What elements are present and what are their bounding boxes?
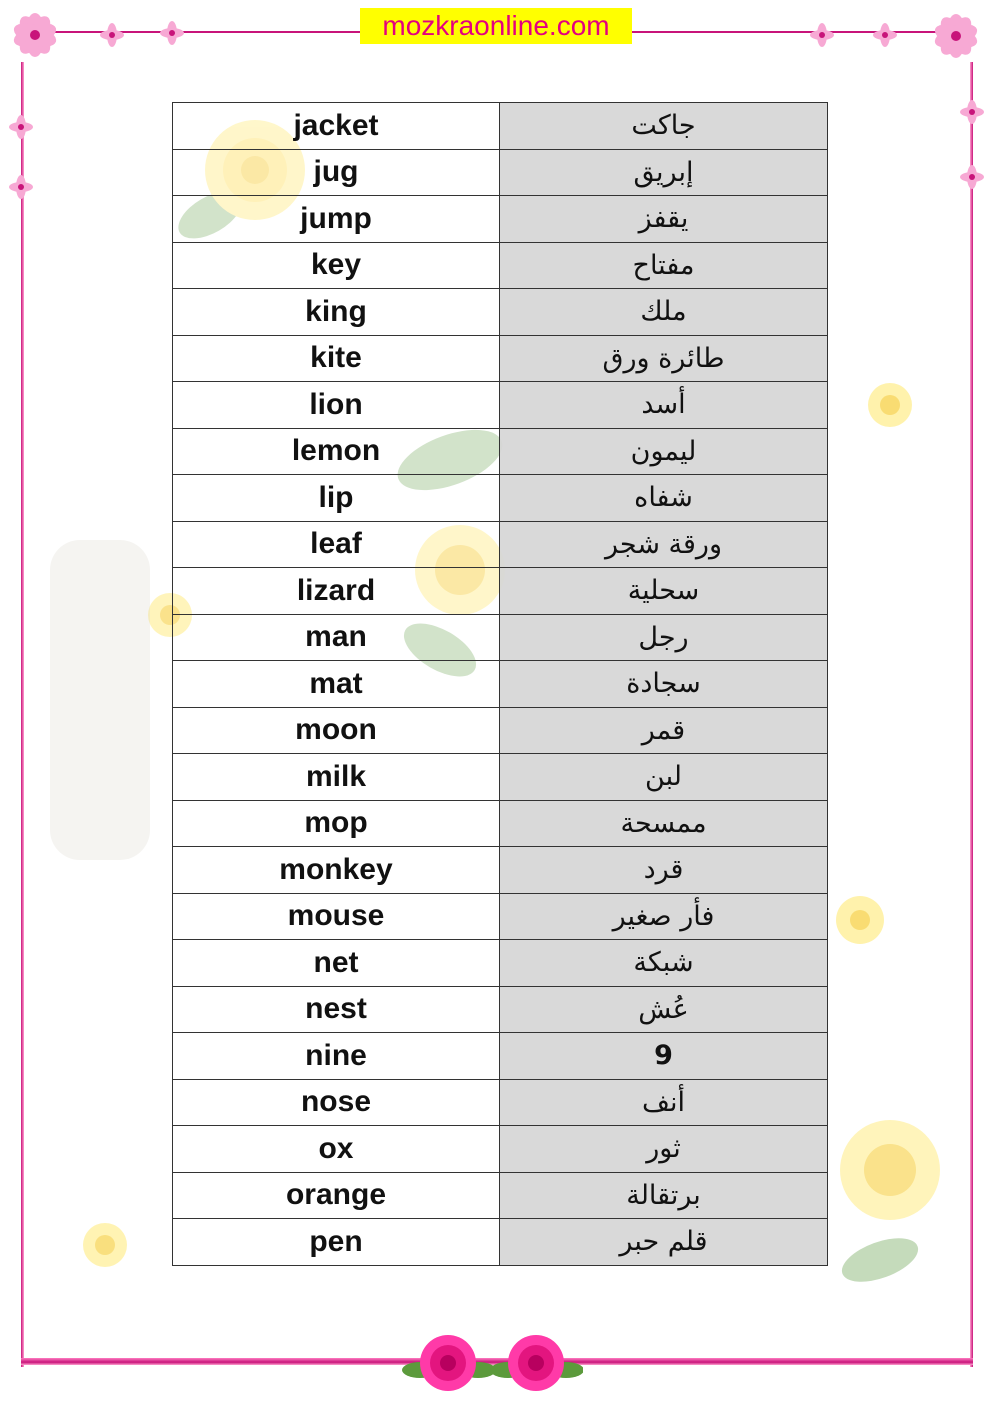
arabic-translation-cell: ليمون [500,428,828,475]
english-word-cell: key [173,242,500,289]
english-word-cell: nine [173,1033,500,1080]
arabic-translation-cell: ورقة شجر [500,521,828,568]
arabic-translation-cell: رجل [500,614,828,661]
english-word-cell: jacket [173,103,500,150]
arabic-translation-cell: قلم حبر [500,1219,828,1266]
watermark-logo [40,530,160,870]
arabic-translation-cell: مفتاح [500,242,828,289]
table-row [173,568,828,615]
english-word-cell: kite [173,335,500,382]
english-word-cell: mop [173,800,500,847]
english-word-cell: lizard [173,568,500,615]
table-row [173,986,828,1033]
table-row [173,754,828,801]
arabic-translation-cell: أسد [500,382,828,429]
english-word-cell: lip [173,475,500,522]
table-row [173,1172,828,1219]
english-word-cell: jug [173,149,500,196]
pink-flower-icon [955,160,989,194]
yellow-rose-icon [70,1210,140,1280]
arabic-translation-cell: شفاه [500,475,828,522]
table-row [173,103,828,150]
english-word-cell: man [173,614,500,661]
table-row [173,800,828,847]
english-word-cell: lemon [173,428,500,475]
arabic-translation-cell: قرد [500,847,828,894]
pink-flower-icon [805,18,839,52]
arabic-translation-cell: جاكت [500,103,828,150]
arabic-translation-cell: 9 [500,1033,828,1080]
site-label: mozkraonline.com [360,8,632,44]
english-word-cell: pen [173,1219,500,1266]
table-row [173,940,828,987]
arabic-translation-cell: أنف [500,1079,828,1126]
table-row [173,1219,828,1266]
english-word-cell: mat [173,661,500,708]
pink-flower-icon [4,110,38,144]
table-row [173,196,828,243]
table-row [173,707,828,754]
arabic-translation-cell: سحلية [500,568,828,615]
arabic-translation-cell: عُش [500,986,828,1033]
table-row [173,289,828,336]
english-word-cell: king [173,289,500,336]
table-row [173,847,828,894]
yellow-rose-icon [820,1090,950,1290]
table-row [173,475,828,522]
arabic-translation-cell: ممسحة [500,800,828,847]
arabic-translation-cell: طائرة ورق [500,335,828,382]
arabic-translation-cell: سجادة [500,661,828,708]
table-row [173,521,828,568]
pink-flower-icon [0,0,70,70]
pink-flower-icon [155,16,189,50]
english-word-cell: ox [173,1126,500,1173]
english-word-cell: milk [173,754,500,801]
table-row [173,1079,828,1126]
arabic-translation-cell: إبريق [500,149,828,196]
table-row [173,242,828,289]
table-row [173,382,828,429]
arabic-translation-cell: قمر [500,707,828,754]
table-row [173,1033,828,1080]
pink-flower-icon [920,0,992,72]
pink-flower-icon [955,95,989,129]
vocab-table [172,102,828,1266]
english-word-cell: nose [173,1079,500,1126]
arabic-translation-cell: يقفز [500,196,828,243]
arabic-translation-cell: برتقالة [500,1172,828,1219]
arabic-translation-cell: ملك [500,289,828,336]
table-row [173,614,828,661]
pink-flower-icon [4,170,38,204]
english-word-cell: jump [173,196,500,243]
arabic-translation-cell: شبكة [500,940,828,987]
english-word-cell: nest [173,986,500,1033]
yellow-rose-icon [825,880,895,960]
page-frame-left [21,62,24,1367]
english-word-cell: orange [173,1172,500,1219]
pink-rose-icon [400,1325,495,1395]
page-frame-right [970,62,973,1367]
table-row [173,661,828,708]
table-row [173,335,828,382]
english-word-cell: mouse [173,893,500,940]
pink-flower-icon [95,18,129,52]
pink-flower-icon [868,18,902,52]
arabic-translation-cell: ثور [500,1126,828,1173]
arabic-translation-cell: لبن [500,754,828,801]
table-row [173,1126,828,1173]
english-word-cell: lion [173,382,500,429]
table-row [173,893,828,940]
english-word-cell: leaf [173,521,500,568]
table-row [173,149,828,196]
pink-rose-icon [488,1325,583,1395]
yellow-rose-icon [855,370,925,440]
arabic-translation-cell: فأر صغير [500,893,828,940]
english-word-cell: net [173,940,500,987]
table-row [173,428,828,475]
english-word-cell: monkey [173,847,500,894]
english-word-cell: moon [173,707,500,754]
